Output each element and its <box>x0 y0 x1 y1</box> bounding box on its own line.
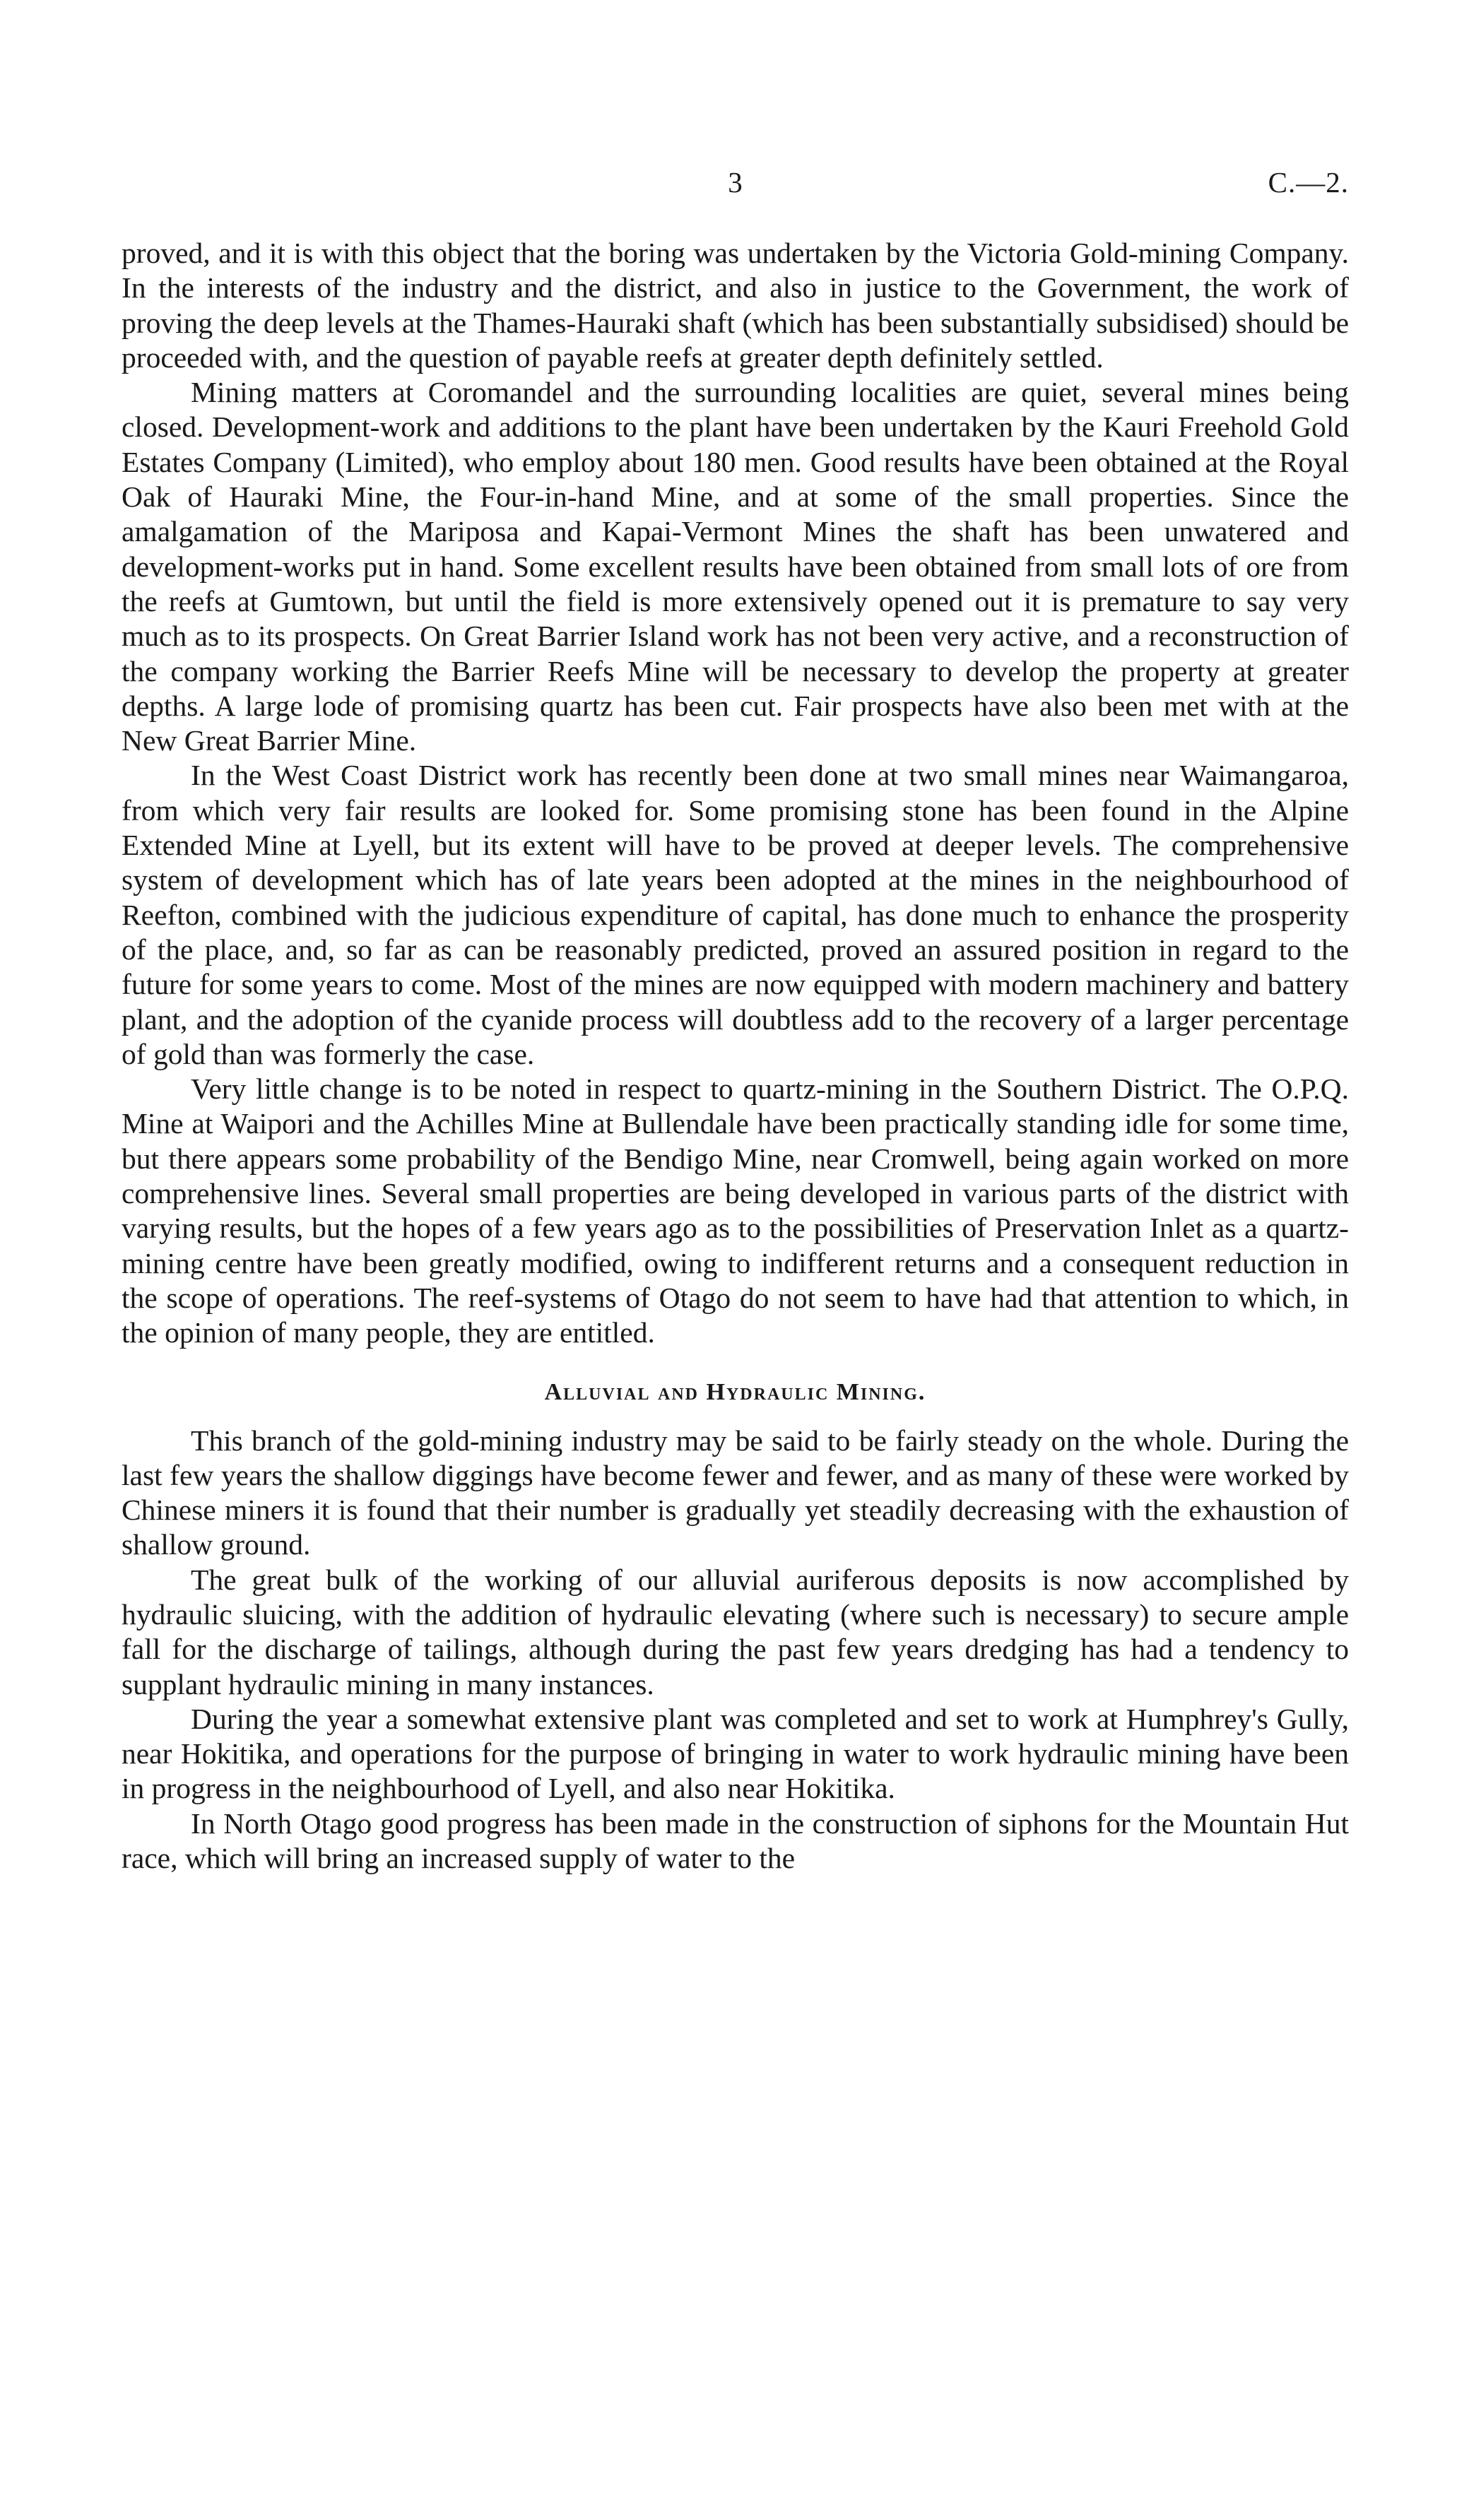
document-reference: C.—2. <box>1268 166 1349 199</box>
paragraph-continuation: proved, and it is with this object that the boring was undertaken by the Victoria Gold-mining Company. In the interests of the industry and the district, and also in justice to the Government, the work of proving the deep levels at the Thames-Hauraki shaft (which has been substantially subsidised) should be proceeded with, and the question of payable reefs at greater depth definitely settled. <box>122 237 1349 374</box>
paragraph-gold-mining-branch: This branch of the gold-mining industry may be said to be fairly steady on the whole. During the last few years the shallow diggings have become fewer and fewer, and as many of these were worked by Chinese miners it is found that their number is gradually yet steadily decreasing with the exhaustion of shallow ground. <box>122 1424 1349 1561</box>
paragraph-west-coast: In the West Coast District work has recently been done at two small mines near Waimangaroa, from which very fair results are looked for. Some promising stone has been found in the Alpine Extended Mine at Lyell, but its extent will have to be proved at deeper levels. The comprehensive system of development which has of late years been adopted at the mines in the neighbourhood of Reefton, combined with the judicious expenditure of capital, has done much to enhance the prosperity of the place, and, so far as can be reasonably predicted, proved an assured position in regard to the future for some years to come. Most of the mines are now equipped with modern machinery and battery plant, and the adoption of the cyanide process will doubtless add to the recovery of a larger percentage of gold than was formerly the case. <box>122 759 1349 1070</box>
paragraph-southern-district: Very little change is to be noted in respect to quartz-mining in the Southern District. The O.P.Q. Mine at Waipori and the Achilles Mine at Bullendale have been practically standing idle for some time, but there appears some probability of the Bendigo Mine, near Cromwell, being again worked on more comprehensive lines. Several small properties are being developed in various parts of the district with varying results, but the hopes of a few years ago as to the possibilities of Preservation Inlet as a quartz-mining centre have been greatly modified, owing to indifferent returns and a consequent reduction in the scope of operations. The reef-systems of Otago do not seem to have had that attention to which, in the opinion of many people, they are entitled. <box>122 1072 1349 1349</box>
paragraph-north-otago: In North Otago good progress has been made in the construction of siphons for the Mountain Hut race, which will bring an increased supply of water to the <box>122 1806 1349 1875</box>
page-header <box>122 161 1349 203</box>
page-number: 3 <box>728 166 743 199</box>
paragraph-coromandel: Mining matters at Coromandel and the surrounding localities are quiet, several mines being closed. Development-work and additions to the plant have been undertaken by the Kauri Freehold Gold Estates Company (Limited), who employ about 180 men. Good results have been obtained at the Royal Oak of Hauraki Mine, the Four-in-hand Mine, and at some of the small properties. Since the amalgamation of the Mariposa and Kapai-Vermont Mines the shaft has been unwatered and development-works put in hand. Some excellent results have been obtained from small lots of ore from the reefs at Gumtown, but until the field is more extensively opened out it is premature to say very much as to its prospects. On Great Barrier Island work has not been very active, and a reconstruction of the company working the Barrier Reefs Mine will be necessary to develop the property at greater depths. A large lode of promising quartz has been cut. Fair prospects have also been met with at the New Great Barrier Mine. <box>122 376 1349 757</box>
section-heading: Alluvial and Hydraulic Mining. <box>544 1378 926 1405</box>
paragraph-hydraulic-sluicing: The great bulk of the working of our alluvial auriferous deposits is now accomplished by hydraulic sluicing, with the addition of hydraulic elevating (where such is necessary) to secure ample fall for the discharge of tailings, although during the past few years dredging has had a tendency to supplant hydraulic mining in many instances. <box>122 1563 1349 1700</box>
paragraph-humphreys-gully: During the year a somewhat extensive plant was completed and set to work at Humphrey's Gully, near Hokitika, and operations for the purpose of bringing in water to work hydraulic mining have been in progress in the neighbourhood of Lyell, and also near Hokitika. <box>122 1702 1349 1805</box>
page-body <box>122 236 1349 1876</box>
